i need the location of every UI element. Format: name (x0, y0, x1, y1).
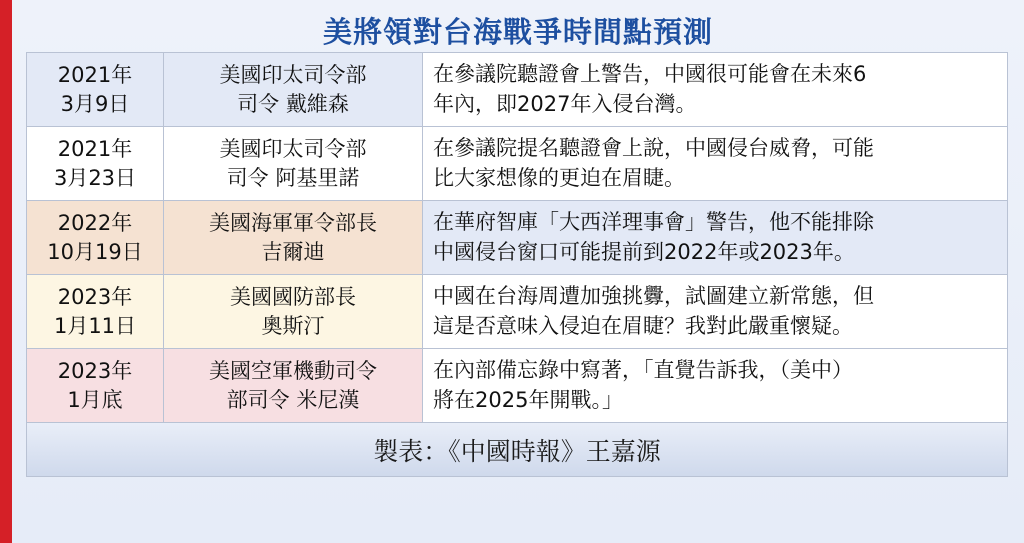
date-line-2: 3月23日 (53, 165, 137, 190)
person-line-1: 美國印太司令部 (219, 136, 367, 161)
desc-line-1: 中國在台海周遭加強挑釁，試圖建立新常態，但 (433, 283, 874, 308)
desc-line-1: 在參議院提名聽證會上說，中國侵台威脅，可能 (433, 135, 874, 160)
title-container (26, 8, 1010, 52)
desc-line-1: 在華府智庫「大西洋理事會」警告，他不能排除 (433, 209, 874, 234)
table-row (27, 275, 1008, 349)
footer-credit (26, 423, 1008, 477)
date-line-1: 2021年 (57, 136, 133, 161)
desc-line-2: 這是否意味入侵迫在眉睫？我對此嚴重懷疑。 (433, 313, 853, 338)
date-line-2: 1月11日 (53, 313, 137, 338)
person-line-1: 美國國防部長 (230, 284, 356, 309)
table-row (27, 53, 1008, 127)
date-line-1: 2022年 (57, 210, 133, 235)
cell-description (423, 275, 1008, 349)
date-line-1: 2023年 (57, 284, 133, 309)
desc-line-2: 年內，即2027年入侵台灣。 (433, 91, 697, 116)
person-line-2: 吉爾迪 (261, 239, 325, 264)
person-line-1: 美國空軍機動司令 (209, 358, 377, 383)
date-line-2: 10月19日 (47, 239, 143, 264)
person-line-2: 司令 阿基里諾 (226, 165, 360, 190)
cell-person (164, 275, 423, 349)
desc-line-2: 中國侵台窗口可能提前到2022年或2023年。 (433, 239, 855, 264)
desc-line-2: 比大家想像的更迫在眉睫。 (433, 165, 685, 190)
desc-line-2: 將在2025年開戰。」 (433, 387, 623, 412)
date-line-1: 2023年 (57, 358, 133, 383)
cell-description (423, 201, 1008, 275)
date-line-1: 2021年 (57, 62, 133, 87)
cell-date (27, 53, 164, 127)
table-row (27, 349, 1008, 423)
table-row (27, 127, 1008, 201)
cell-person (164, 201, 423, 275)
date-line-2: 1月底 (67, 387, 123, 412)
cell-date (27, 201, 164, 275)
cell-description (423, 53, 1008, 127)
person-line-2: 司令 戴維森 (237, 91, 349, 116)
page-title: 美將領對台海戰爭時間點預測 (322, 14, 713, 49)
person-line-2: 奧斯汀 (261, 313, 325, 338)
cell-date (27, 349, 164, 423)
person-line-1: 美國海軍軍令部長 (209, 210, 377, 235)
cell-person (164, 349, 423, 423)
table-row (27, 201, 1008, 275)
date-line-2: 3月9日 (60, 91, 130, 116)
footer-credit-text: 製表：《中國時報》王嘉源 (373, 436, 661, 466)
person-line-2: 部司令 米尼漢 (226, 387, 360, 412)
cell-date (27, 275, 164, 349)
cell-description (423, 127, 1008, 201)
person-line-1: 美國印太司令部 (219, 62, 367, 87)
desc-line-1: 在參議院聽證會上警告，中國很可能會在未來6 (433, 61, 867, 86)
accent-bar (0, 0, 12, 543)
cell-date (27, 127, 164, 201)
desc-line-1: 在內部備忘錄中寫著，「直覺告訴我，（美中） (433, 357, 853, 382)
forecast-table (26, 52, 1008, 423)
cell-person (164, 127, 423, 201)
infographic-card (12, 0, 1024, 543)
cell-description (423, 349, 1008, 423)
cell-person (164, 53, 423, 127)
